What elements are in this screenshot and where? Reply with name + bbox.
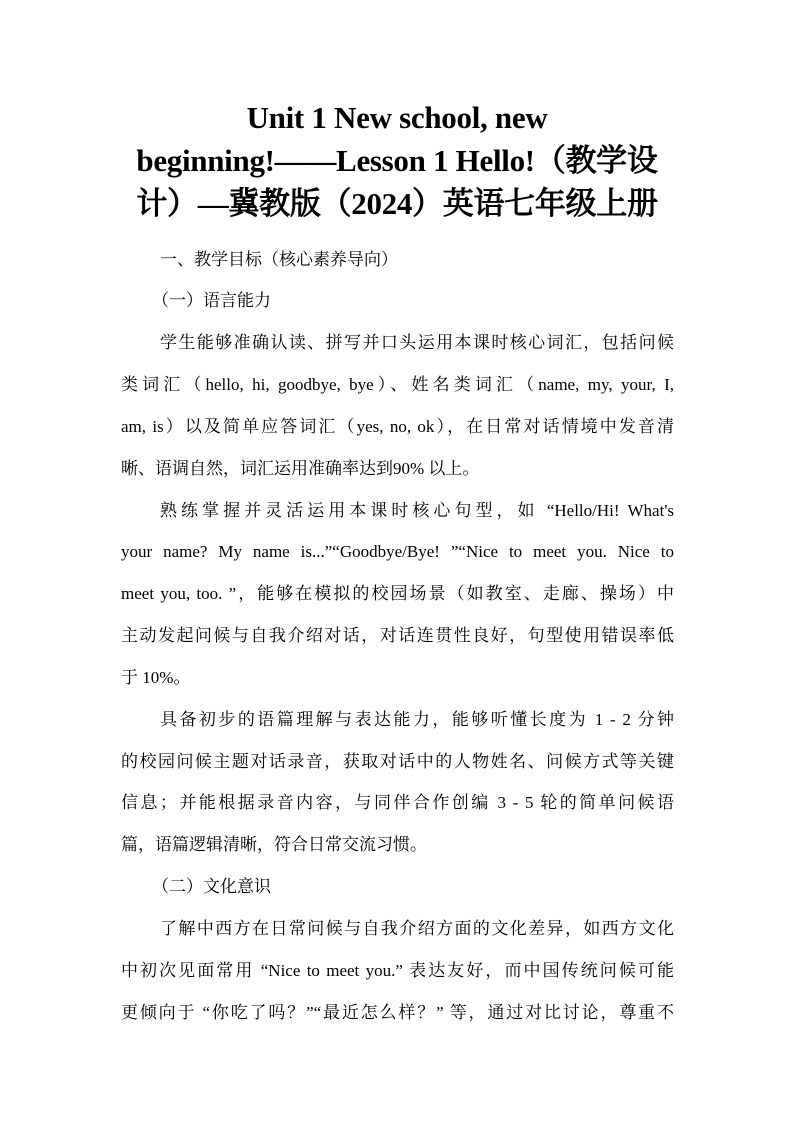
paragraph-line: meet you, too. ”，能够在模拟的校园场景（如教室、走廊、操场）中: [121, 584, 674, 603]
paragraph-line: 中初次见面常用 “Nice to meet you.” 表达友好，而中国传统问候可能: [121, 961, 674, 980]
title-line: Unit 1 New school, new: [246, 100, 548, 135]
paragraph-line: am, is）以及简单应答词汇（yes, no, ok），在日常对话情境中发音清: [121, 417, 674, 436]
subsection-heading: （二）文化意识: [152, 877, 271, 896]
section-heading: 一、教学目标（核心素养导向）: [160, 250, 398, 269]
paragraph-line: 学生能够准确认读、拼写并口头运用本课时核心词汇，包括问候: [160, 333, 674, 352]
subsection-heading: （一）语言能力: [152, 291, 271, 310]
paragraph-line: 更倾向于 “你吃了吗？”“最近怎么样？” 等，通过对比讨论，尊重不: [121, 1003, 674, 1022]
paragraph-line: 的校园问候主题对话录音，获取对话中的人物姓名、问候方式等关键: [121, 752, 674, 771]
paragraph-line: 晰、语调自然，词汇运用准确率达到90% 以上。: [121, 459, 480, 478]
paragraph-line: 具备初步的语篇理解与表达能力，能够听懂长度为 1 - 2 分钟: [160, 710, 674, 729]
document-title: [110, 96, 684, 225]
paragraph-line: 熟练掌握并灵活运用本课时核心句型，如 “Hello/Hi! What's: [160, 501, 674, 520]
paragraph-line: 于 10%。: [121, 668, 191, 687]
title-line: 计）—冀教版（2024）英语七年级上册: [136, 186, 658, 221]
paragraph-line: 了解中西方在日常问候与自我介绍方面的文化差异，如西方文化: [160, 919, 674, 938]
paragraph-line: 主动发起问候与自我介绍对话，对话连贯性良好，句型使用错误率低: [121, 626, 674, 645]
paragraph-line: 信息；并能根据录音内容，与同伴合作创编 3 - 5 轮的简单问候语: [121, 793, 674, 812]
paragraph-line: 篇，语篇逻辑清晰，符合日常交流习惯。: [121, 835, 427, 854]
title-line: beginning!——Lesson 1 Hello!（教学设: [136, 143, 658, 178]
paragraph-line: 类词汇（hello, hi, goodbye, bye）、姓名类词汇（name, my, your, I,: [121, 375, 674, 394]
paragraph-line: your name? My name is...”“Goodbye/Bye! ”“Nice to meet you. Nice to: [121, 542, 674, 561]
